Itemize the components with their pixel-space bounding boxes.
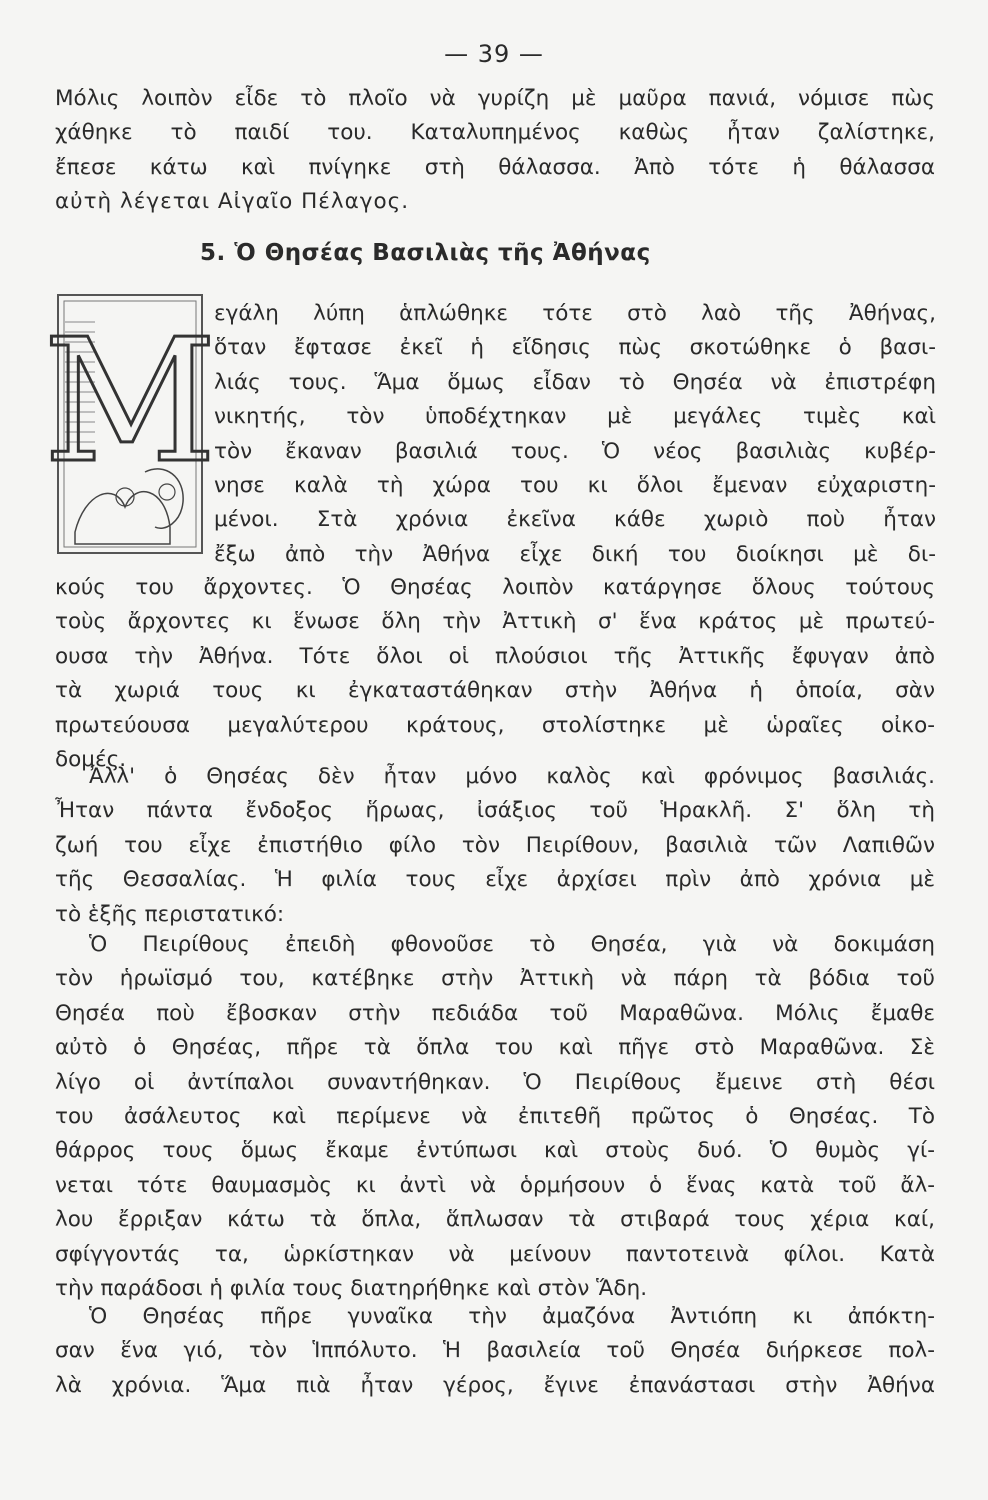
text-line: τὰ χωριά τους κι ἐγκαταστάθηκαν στὴν Ἀθήνα ἡ ὁποία, σὰν <box>55 678 935 704</box>
text-line: Μόλις λοιπὸν εἶδε τὸ πλοῖο νὰ γυρίζη μὲ μαῦρα πανιά, νόμισε πὼς <box>55 86 935 111</box>
text-line: ουσα τὴν Ἀθήνα. Τότε ὅλοι οἱ πλούσιοι τῆς Ἀττικῆς ἔφυγαν ἀπὸ <box>55 643 935 669</box>
paragraph-2 <box>55 760 935 932</box>
text-line: Ὁ Θησέας πῆρε γυναῖκα τὴν ἀμαζόνα Ἀντιόπη κι ἀπόκτη- <box>89 1304 935 1329</box>
text-line: μένοι. Στὰ χρόνια ἐκεῖνα κάθε χωριὸ ποὺ ἦταν <box>214 507 936 533</box>
text-line: τὸν ἔκαναν βασιλιά τους. Ὁ νέος βασιλιὰς κυβέρ- <box>214 438 936 464</box>
text-line: ἔξω ἀπὸ τὴν Ἀθήνα εἶχε δική του διοίκησι μὲ δι- <box>214 541 936 567</box>
page-number: — 39 — <box>444 40 544 68</box>
text-line: χάθηκε τὸ παιδί του. Καταλυπημένος καθὼς ἦταν ζαλίστηκε, <box>55 120 935 146</box>
text-line: Θησέα ποὺ ἔβοσκαν στὴν πεδιάδα τοῦ Μαραθῶνα. Μόλις ἔμαθε <box>55 1000 935 1026</box>
text-line: νικητής, τὸν ὑποδέχτηκαν μὲ μεγάλες τιμὲς καὶ <box>214 404 936 430</box>
text-line: τῆς Θεσσαλίας. Ἡ φιλία τους εἶχε ἀρχίσει πρὶν ἀπὸ χρόνια μὲ <box>55 867 935 893</box>
section-heading: 5. Ὁ Θησέας Βασιλιὰς τῆς Ἀθήνας <box>200 240 651 266</box>
text-line: κούς του ἄρχοντες. Ὁ Θησέας λοιπὸν κατάργησε ὅλους τούτους <box>55 575 935 600</box>
svg-text:M: M <box>42 303 218 501</box>
text-line: σαν ἕνα γιό, τὸν Ἱππόλυτο. Ἡ βασιλεία τοῦ Θησέα διήρκεσε πολ- <box>55 1338 935 1364</box>
paragraph-1-continued <box>55 571 935 777</box>
text-line: ὅταν ἔφτασε ἐκεῖ ἡ εἴδησις πὼς σκοτώθηκε ὁ βασι- <box>214 335 936 361</box>
text-line: νεται τότε θαυμασμὸς κι ἀντὶ νὰ ὁρμήσουν ὁ ἕνας κατὰ τοῦ ἄλ- <box>55 1172 935 1198</box>
text-line: λιάς τους. Ἅμα ὅμως εἶδαν τὸ Θησέα νὰ ἐπιστρέφη <box>214 369 936 395</box>
text-line: νησε καλὰ τὴ χώρα του κι ὅλοι ἔμεναν εὐχαριστη- <box>214 473 936 499</box>
text-line: τὸ ἑξῆς περιστατικό: <box>55 901 285 927</box>
text-line: σφίγγοντάς τα, ὡρκίστηκαν νὰ μείνουν παντοτεινὰ φίλοι. Κατὰ <box>55 1241 935 1267</box>
paragraph-3 <box>55 928 935 1306</box>
text-line: αὐτὴ λέγεται Αἰγαῖο Πέλαγος. <box>55 189 410 215</box>
text-line: λου ἔρριξαν κάτω τὰ ὅπλα, ἅπλωσαν τὰ στιβαρά τους χέρια καί, <box>55 1207 935 1233</box>
text-line: θάρρος τους ὅμως ἔκαμε ἐντύπωσι καὶ στοὺς δυό. Ὁ θυμὸς γί- <box>55 1138 935 1164</box>
text-line: τοὺς ἄρχοντες κι ἕνωσε ὅλη τὴν Ἀττικὴ σ' ἕνα κράτος μὲ πρωτεύ- <box>55 609 935 635</box>
text-line: αὐτὸ ὁ Θησέας, πῆρε τὰ ὅπλα του καὶ πῆγε στὸ Μαραθῶνα. Σὲ <box>55 1035 935 1061</box>
text-line: δομές. <box>55 747 127 773</box>
text-line: Ὁ Πειρίθους ἐπειδὴ φθονοῦσε τὸ Θησέα, γιὰ νὰ δοκιμάση <box>89 932 935 957</box>
text-line: τὴν παράδοσι ἡ φιλία τους διατηρήθηκε καὶ στὸν Ἅδη. <box>55 1276 648 1302</box>
decorative-dropcap <box>42 292 218 556</box>
text-line: Ἀλλ' ὁ Θησέας δὲν ἦταν μόνο καλὸς καὶ φρόνιμος βασιλιάς. <box>89 764 935 789</box>
text-line: ἔπεσε κάτω καὶ πνίγηκε στὴ θάλασσα. Ἀπὸ τότε ἡ θάλασσα <box>55 154 935 180</box>
text-line: του ἀσάλευτος καὶ περίμενε νὰ ἐπιτεθῆ πρῶτος ὁ Θησέας. Τὸ <box>55 1104 935 1130</box>
paragraph-4 <box>55 1300 935 1403</box>
text-line: τὸν ἡρωϊσμό του, κατέβηκε στὴν Ἀττικὴ νὰ πάρη τὰ βόδια τοῦ <box>55 966 935 992</box>
text-line: ζωή του εἶχε ἐπιστήθιο φίλο τὸν Πειρίθουν, βασιλιὰ τῶν Λαπιθῶν <box>55 832 935 858</box>
text-line: λὰ χρόνια. Ἅμα πιὰ ἦταν γέρος, ἔγινε ἐπανάστασι στὴν Ἀθήνα <box>55 1372 935 1398</box>
intro-paragraph <box>55 82 935 220</box>
text-line: λίγο οἱ ἀντίπαλοι συναντήθηκαν. Ὁ Πειρίθους ἔμεινε στὴ θέσι <box>55 1069 935 1095</box>
text-line: πρωτεύουσα μεγαλύτερου κράτους, στολίστηκε μὲ ὡραῖες οἰκο- <box>55 712 935 738</box>
text-line: Ἦταν πάντα ἔνδοξος ἥρωας, ἰσάξιος τοῦ Ἡρακλῆ. Σ' ὅλη τὴ <box>55 798 935 824</box>
dropcap-illustration-icon <box>42 292 218 556</box>
paragraph-1-wrapped <box>214 297 936 572</box>
text-line: εγάλη λύπη ἁπλώθηκε τότε στὸ λαὸ τῆς Ἀθήνας, <box>214 301 936 326</box>
